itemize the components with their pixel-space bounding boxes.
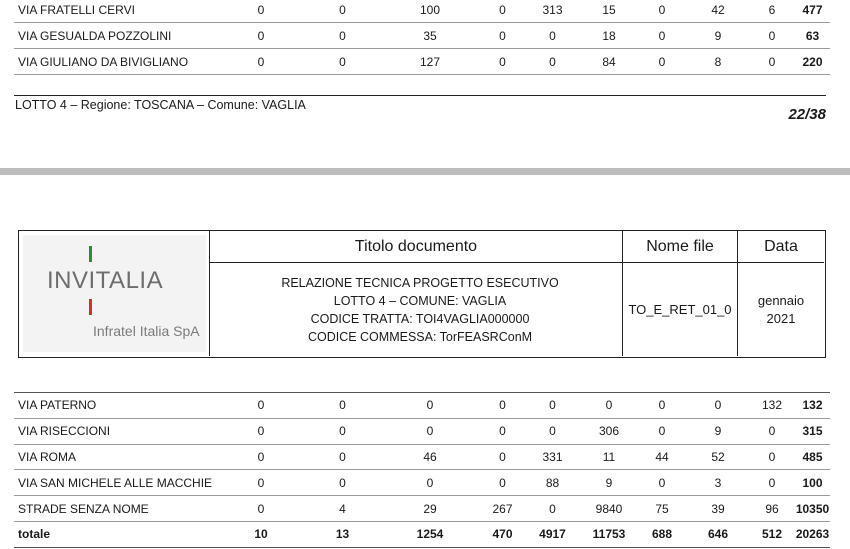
totale-value: 13 xyxy=(306,521,379,547)
value-cell: 0 xyxy=(481,418,524,444)
value-cell: 0 xyxy=(379,470,481,496)
value-cell: 0 xyxy=(749,418,795,444)
street-table-bottom xyxy=(14,392,830,548)
header-date-label: Data xyxy=(738,231,824,263)
value-cell: 0 xyxy=(524,418,581,444)
street-name: VIA GESUALDA POZZOLINI xyxy=(14,23,216,49)
invitalia-logo xyxy=(23,235,206,352)
value-cell: 0 xyxy=(637,23,687,49)
totale-value: 688 xyxy=(637,521,687,547)
totale-value: 11753 xyxy=(581,521,637,547)
value-cell: 0 xyxy=(306,0,379,23)
date-month: gennaio xyxy=(757,292,805,308)
document-header xyxy=(18,230,826,358)
totale-value: 470 xyxy=(481,521,524,547)
value-cell: 88 xyxy=(524,470,581,496)
value-cell: 132 xyxy=(749,393,795,419)
value-cell: 0 xyxy=(216,23,306,49)
value-cell: 0 xyxy=(581,393,637,419)
value-cell: 267 xyxy=(481,496,524,522)
footer-rule xyxy=(14,95,826,96)
totale-row xyxy=(14,521,830,547)
value-cell: 15 xyxy=(581,0,637,23)
value-cell: 0 xyxy=(306,418,379,444)
value-cell: 42 xyxy=(687,0,749,23)
value-cell: 46 xyxy=(379,444,481,470)
value-cell: 0 xyxy=(216,418,306,444)
table-row xyxy=(14,418,830,444)
value-cell: 9 xyxy=(687,23,749,49)
table-row xyxy=(14,470,830,496)
value-cell: 0 xyxy=(306,444,379,470)
table-row xyxy=(14,444,830,470)
value-cell: 29 xyxy=(379,496,481,522)
value-cell: 0 xyxy=(481,49,524,75)
value-cell: 35 xyxy=(379,23,481,49)
street-name: VIA FRATELLI CERVI xyxy=(14,0,216,23)
row-total: 315 xyxy=(795,418,830,444)
street-table-top xyxy=(14,0,830,75)
value-cell: 0 xyxy=(749,49,795,75)
page-number: 22/38 xyxy=(788,106,826,123)
street-name: VIA ROMA xyxy=(14,444,216,470)
document-date xyxy=(738,263,824,356)
value-cell: 0 xyxy=(306,49,379,75)
table-row xyxy=(14,0,830,23)
value-cell: 0 xyxy=(481,0,524,23)
table-row xyxy=(14,49,830,75)
date-year: 2021 xyxy=(766,310,796,326)
value-cell: 0 xyxy=(637,49,687,75)
value-cell: 0 xyxy=(379,393,481,419)
value-cell: 0 xyxy=(637,418,687,444)
table-row xyxy=(14,23,830,49)
logo-subtitle: Infratel Italia SpA xyxy=(93,323,200,339)
row-total: 220 xyxy=(795,49,830,75)
value-cell: 9 xyxy=(581,470,637,496)
value-cell: 0 xyxy=(687,393,749,419)
file-name: TO_E_RET_01_0 xyxy=(623,263,738,356)
value-cell: 6 xyxy=(749,0,795,23)
title-line: CODICE COMMESSA: TorFEASRConM xyxy=(307,329,533,344)
row-total: 485 xyxy=(795,444,830,470)
footer-location: LOTTO 4 – Regione: TOSCANA – Comune: VAGLIA xyxy=(15,98,306,112)
value-cell: 0 xyxy=(524,496,581,522)
value-cell: 52 xyxy=(687,444,749,470)
value-cell: 0 xyxy=(481,444,524,470)
row-total: 10350 xyxy=(795,496,830,522)
value-cell: 39 xyxy=(687,496,749,522)
page-top xyxy=(0,0,850,168)
value-cell: 44 xyxy=(637,444,687,470)
totale-value: 10 xyxy=(216,521,306,547)
value-cell: 127 xyxy=(379,49,481,75)
title-line: RELAZIONE TECNICA PROGETTO ESECUTIVO xyxy=(281,275,559,290)
totale-label: totale xyxy=(14,521,216,547)
value-cell: 0 xyxy=(749,444,795,470)
value-cell: 0 xyxy=(306,470,379,496)
value-cell: 0 xyxy=(637,393,687,419)
table-row xyxy=(14,496,830,522)
value-cell: 0 xyxy=(216,393,306,419)
grand-total: 20263 xyxy=(795,521,830,547)
logo-cell xyxy=(19,231,210,356)
value-cell: 18 xyxy=(581,23,637,49)
row-total: 477 xyxy=(795,0,830,23)
row-total: 100 xyxy=(795,470,830,496)
value-cell: 4 xyxy=(306,496,379,522)
document-title xyxy=(210,263,623,356)
street-name: VIA SAN MICHELE ALLE MACCHIE xyxy=(14,470,216,496)
value-cell: 0 xyxy=(216,0,306,23)
totale-value: 512 xyxy=(749,521,795,547)
street-name: VIA PATERNO xyxy=(14,393,216,419)
value-cell: 9 xyxy=(687,418,749,444)
totale-value: 4917 xyxy=(524,521,581,547)
logo-red-bar xyxy=(89,299,92,315)
logo-green-bar xyxy=(89,246,92,262)
page-separator xyxy=(0,168,850,175)
value-cell: 100 xyxy=(379,0,481,23)
value-cell: 0 xyxy=(637,0,687,23)
value-cell: 3 xyxy=(687,470,749,496)
value-cell: 0 xyxy=(216,470,306,496)
value-cell: 11 xyxy=(581,444,637,470)
value-cell: 0 xyxy=(749,23,795,49)
value-cell: 0 xyxy=(306,23,379,49)
totale-value: 1254 xyxy=(379,521,481,547)
title-line: CODICE TRATTA: TOI4VAGLIA000000 xyxy=(310,311,530,326)
value-cell: 0 xyxy=(524,393,581,419)
table-row xyxy=(14,393,830,419)
value-cell: 331 xyxy=(524,444,581,470)
row-total: 132 xyxy=(795,393,830,419)
value-cell: 96 xyxy=(749,496,795,522)
value-cell: 9840 xyxy=(581,496,637,522)
row-total: 63 xyxy=(795,23,830,49)
street-name: STRADE SENZA NOME xyxy=(14,496,216,522)
totale-value: 646 xyxy=(687,521,749,547)
value-cell: 306 xyxy=(581,418,637,444)
value-cell: 0 xyxy=(216,49,306,75)
value-cell: 8 xyxy=(687,49,749,75)
value-cell: 0 xyxy=(481,23,524,49)
value-cell: 0 xyxy=(481,470,524,496)
value-cell: 0 xyxy=(481,393,524,419)
value-cell: 84 xyxy=(581,49,637,75)
value-cell: 0 xyxy=(524,23,581,49)
header-title-label: Titolo documento xyxy=(210,231,623,263)
value-cell: 313 xyxy=(524,0,581,23)
title-line: LOTTO 4 – COMUNE: VAGLIA xyxy=(333,293,507,308)
street-name: VIA RISECCIONI xyxy=(14,418,216,444)
value-cell: 0 xyxy=(216,496,306,522)
value-cell: 0 xyxy=(306,393,379,419)
value-cell: 0 xyxy=(749,470,795,496)
header-file-label: Nome file xyxy=(623,231,738,263)
value-cell: 0 xyxy=(637,470,687,496)
logo-name: INVITALIA xyxy=(47,267,164,294)
street-name: VIA GIULIANO DA BIVIGLIANO xyxy=(14,49,216,75)
value-cell: 75 xyxy=(637,496,687,522)
value-cell: 0 xyxy=(216,444,306,470)
value-cell: 0 xyxy=(524,49,581,75)
value-cell: 0 xyxy=(379,418,481,444)
